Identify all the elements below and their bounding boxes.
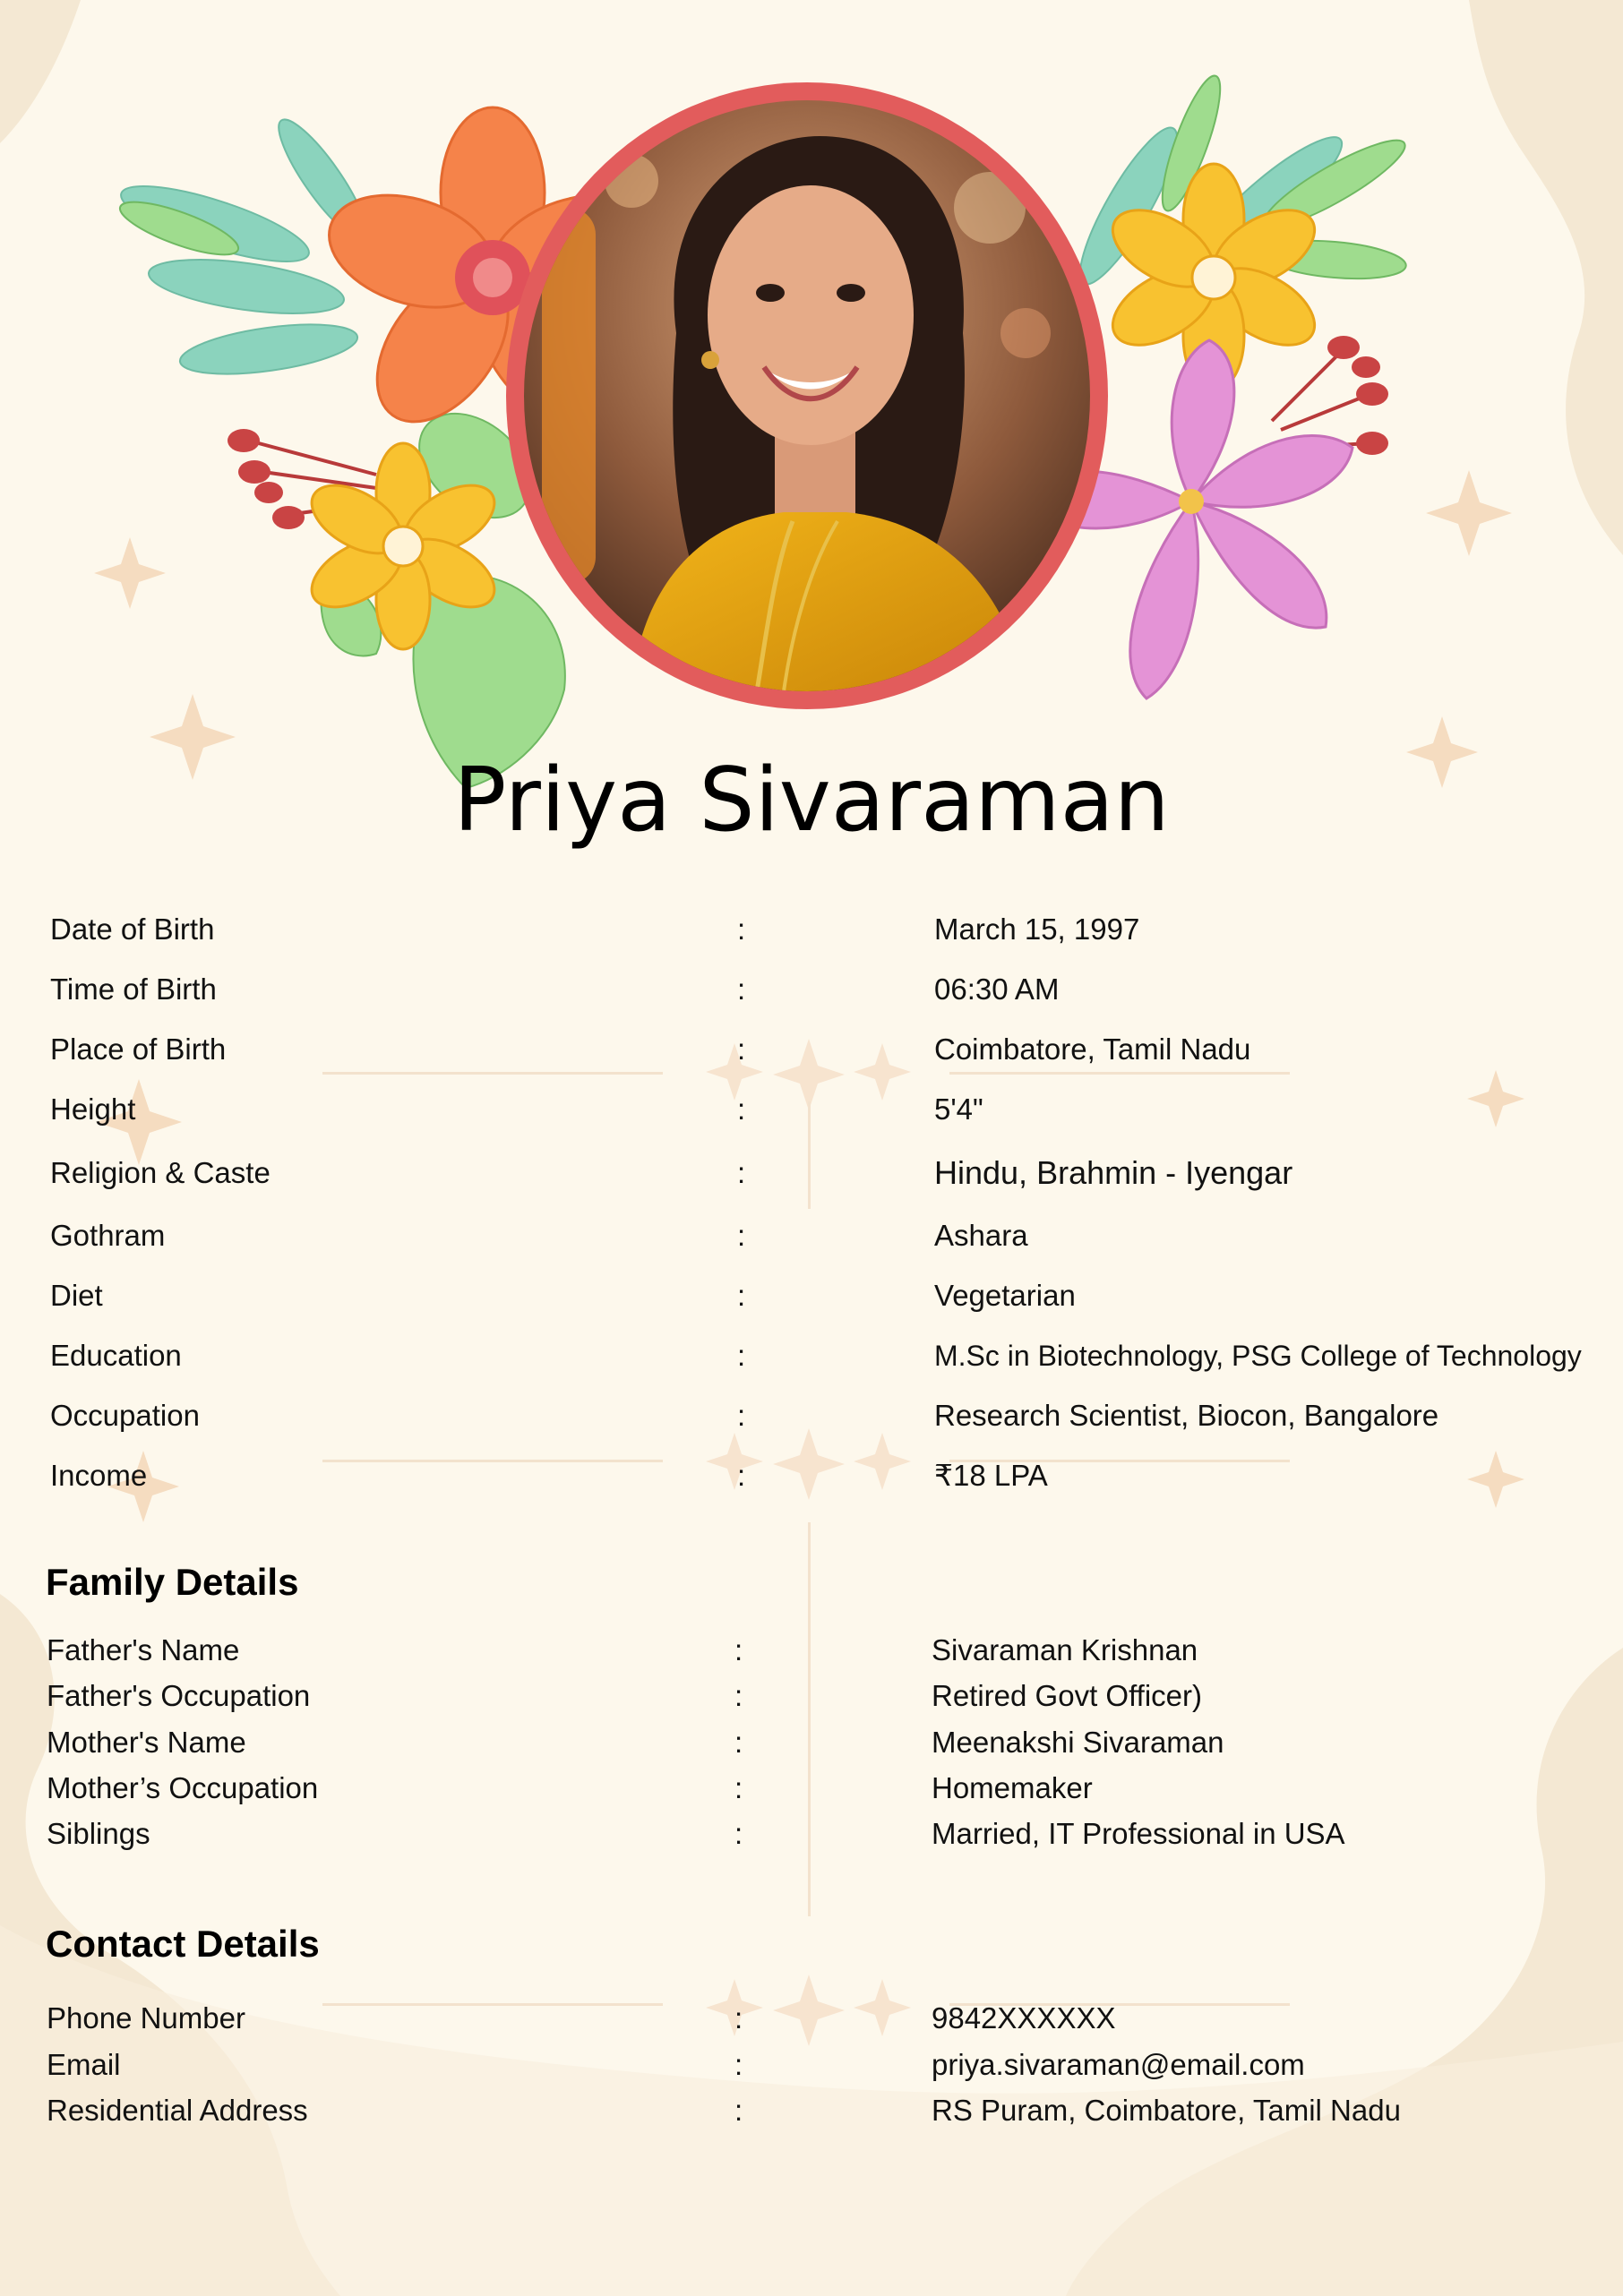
detail-value: ₹18 LPA (934, 1459, 1048, 1492)
profile-name: Priya Sivaraman (453, 750, 1170, 852)
detail-value: March 15, 1997 (934, 912, 1140, 946)
family-section-title: Family Details (46, 1561, 299, 1603)
profile-photo (524, 100, 1090, 691)
detail-label: Siblings (47, 1817, 150, 1850)
contact-section-title: Contact Details (46, 1923, 320, 1965)
profile-photo-frame (506, 82, 1108, 709)
detail-separator: : (734, 1679, 743, 1712)
detail-separator: : (737, 1092, 746, 1126)
detail-value: Hindu, Brahmin - Iyengar (934, 1154, 1293, 1191)
detail-value: 5'4" (934, 1092, 983, 1126)
detail-row-gothram (0, 1213, 1623, 1258)
detail-separator: : (737, 972, 746, 1006)
detail-separator: : (734, 1817, 743, 1850)
detail-separator: : (734, 2048, 743, 2081)
detail-label: Mother’s Occupation (47, 1771, 319, 1804)
family-row-siblings (0, 1812, 1623, 1856)
detail-value: 9842XXXXXX (932, 2001, 1116, 2035)
detail-label: Date of Birth (50, 912, 215, 946)
detail-label: Income (50, 1459, 148, 1492)
detail-separator: : (737, 1032, 746, 1066)
detail-label: Mother's Name (47, 1726, 246, 1759)
detail-row-religion-caste (0, 1151, 1623, 1195)
detail-label: Father's Name (47, 1633, 240, 1666)
detail-label: Residential Address (47, 2094, 308, 2127)
family-row-mother-occupation (0, 1766, 1623, 1811)
detail-separator: : (737, 912, 746, 946)
detail-separator: : (737, 1279, 746, 1312)
detail-value: Coimbatore, Tamil Nadu (934, 1032, 1251, 1066)
family-row-father-occupation (0, 1674, 1623, 1718)
detail-value: Married, IT Professional in USA (932, 1817, 1345, 1850)
detail-value: priya.sivaraman@email.com (932, 2048, 1305, 2081)
detail-row-height (0, 1087, 1623, 1132)
detail-separator: : (734, 2094, 743, 2127)
contact-row-address (0, 2088, 1623, 2133)
detail-row-diet (0, 1273, 1623, 1318)
detail-label: Phone Number (47, 2001, 245, 2035)
detail-separator: : (734, 2001, 743, 2035)
detail-row-place-of-birth (0, 1027, 1623, 1072)
detail-separator: : (737, 1459, 746, 1492)
detail-separator: : (734, 1633, 743, 1666)
portrait-image (524, 100, 1090, 691)
detail-label: Time of Birth (50, 972, 217, 1006)
contact-row-email (0, 2043, 1623, 2087)
detail-value: M.Sc in Biotechnology, PSG College of Technology (934, 1340, 1582, 1372)
detail-value: Meenakshi Sivaraman (932, 1726, 1224, 1759)
detail-label: Diet (50, 1279, 103, 1312)
family-row-mother-name (0, 1720, 1623, 1765)
detail-row-education (0, 1333, 1623, 1378)
detail-label: Place of Birth (50, 1032, 227, 1066)
contact-row-phone (0, 1996, 1623, 2041)
detail-label: Gothram (50, 1219, 166, 1252)
detail-value: Sivaraman Krishnan (932, 1633, 1198, 1666)
detail-row-time-of-birth (0, 967, 1623, 1012)
detail-value: Vegetarian (934, 1279, 1076, 1312)
detail-label: Religion & Caste (50, 1156, 270, 1189)
detail-row-date-of-birth (0, 907, 1623, 952)
detail-label: Email (47, 2048, 121, 2081)
detail-value: RS Puram, Coimbatore, Tamil Nadu (932, 2094, 1401, 2127)
detail-separator: : (737, 1339, 746, 1372)
detail-value: Homemaker (932, 1771, 1093, 1804)
detail-row-income (0, 1453, 1623, 1498)
family-row-father-name (0, 1628, 1623, 1673)
detail-value: Retired Govt Officer) (932, 1679, 1202, 1712)
detail-label: Occupation (50, 1399, 200, 1432)
detail-label: Father's Occupation (47, 1679, 311, 1712)
detail-value: 06:30 AM (934, 972, 1060, 1006)
detail-label: Height (50, 1092, 136, 1126)
detail-label: Education (50, 1339, 182, 1372)
detail-separator: : (737, 1156, 746, 1189)
detail-value: Ashara (934, 1219, 1028, 1252)
detail-separator: : (737, 1219, 746, 1252)
detail-value: Research Scientist, Biocon, Bangalore (934, 1399, 1439, 1432)
detail-separator: : (737, 1399, 746, 1432)
detail-separator: : (734, 1771, 743, 1804)
detail-row-occupation (0, 1393, 1623, 1438)
detail-separator: : (734, 1726, 743, 1759)
